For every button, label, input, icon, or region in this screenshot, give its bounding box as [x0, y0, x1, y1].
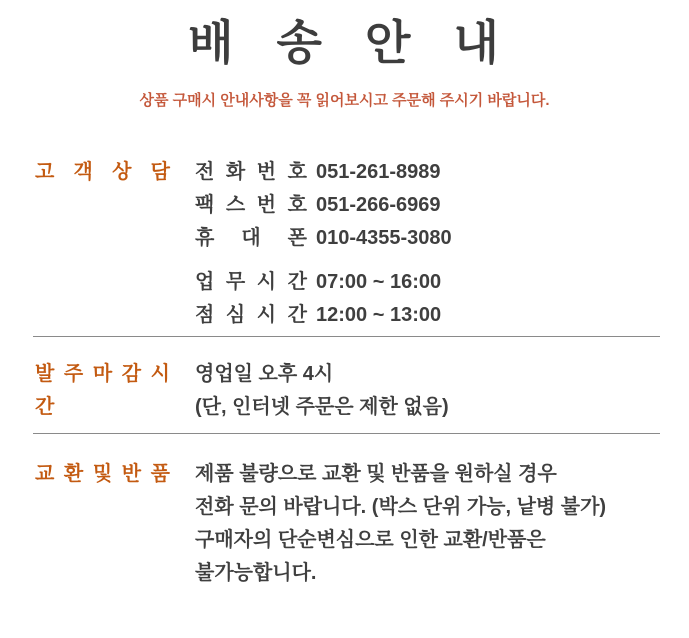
exchange-return-content [195, 458, 689, 590]
lunch-hours-value: 12:00 ~ 13:00 [316, 304, 442, 326]
order-deadline-content [195, 358, 689, 424]
section-divider [33, 433, 660, 434]
mobile-number-label: 휴 대 폰 [195, 227, 307, 249]
exchange-return-line: 제품 불량으로 교환 및 반품을 원하실 경우 [195, 463, 557, 485]
phone-number-line [195, 156, 689, 189]
order-deadline-note-line: (단, 인터넷 주문은 제한 없음) [195, 396, 449, 418]
mobile-number-value: 010-4355-3080 [316, 227, 452, 249]
blank-line-spacer [195, 255, 689, 266]
phone-number-label: 전 화 번 호 [195, 161, 307, 183]
page-title: 배 송 안 내 [188, 16, 501, 69]
section-order-deadline [0, 358, 689, 424]
fax-number-line [195, 189, 689, 222]
fax-number-value: 051-266-6969 [316, 194, 441, 216]
section-divider [33, 336, 660, 337]
exchange-return-line: 구매자의 단순변심으로 인한 교환/반품은 [195, 529, 546, 551]
exchange-return-line: 전화 문의 바랍니다. (박스 단위 가능, 낱병 불가) [195, 496, 607, 518]
order-deadline-line: 영업일 오후 4시 [195, 363, 334, 385]
customer-service-content [195, 156, 689, 332]
fax-number-label: 팩 스 번 호 [195, 194, 307, 216]
business-hours-value: 07:00 ~ 16:00 [316, 271, 442, 293]
business-hours-line [195, 266, 689, 299]
lunch-hours-line [195, 299, 689, 332]
section-customer-service [0, 156, 689, 332]
phone-number-value: 051-261-8989 [316, 161, 441, 183]
page-subtitle: 상품 구매시 안내사항을 꼭 읽어보시고 주문해 주시기 바랍니다. [139, 92, 550, 109]
section-heading-customer-service: 고 객 상 담 [35, 161, 170, 183]
business-hours-label: 업 무 시 간 [195, 271, 307, 293]
section-heading-order-deadline: 발 주 마 감 시 간 [35, 363, 170, 418]
exchange-return-line: 불가능합니다. [195, 562, 317, 584]
lunch-hours-label: 점 심 시 간 [195, 304, 307, 326]
section-heading-exchange-return: 교 환 및 반 품 [35, 463, 170, 485]
section-exchange-return [0, 458, 689, 590]
mobile-number-line [195, 222, 689, 255]
